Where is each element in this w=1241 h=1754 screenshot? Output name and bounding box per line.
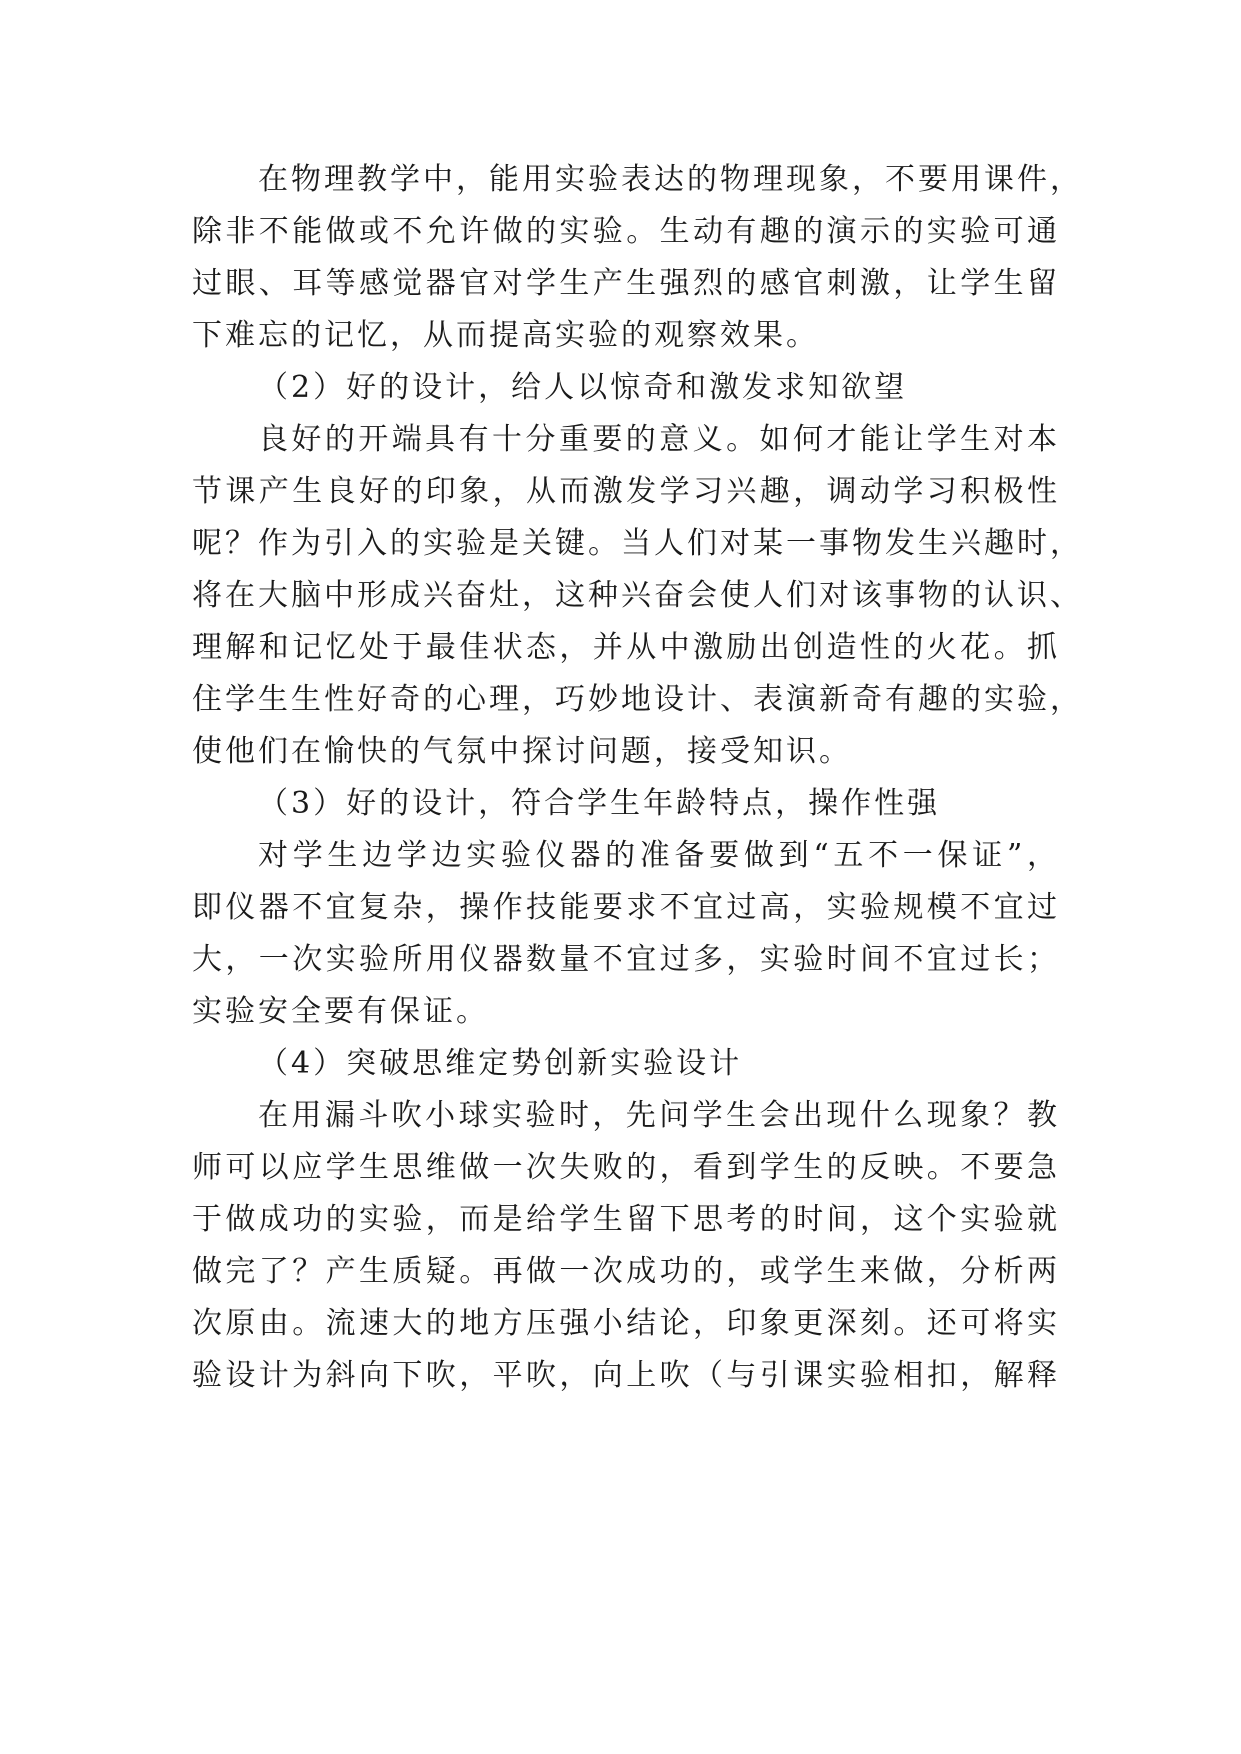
text-line: 除非不能做或不允许做的实验。生动有趣的演示的实验可通: [192, 214, 1060, 249]
text-line: 做完了？产生质疑。再做一次成功的，或学生来做，分析两: [192, 1254, 1060, 1289]
text-line: 验设计为斜向下吹，平吹，向上吹（与引课实验相扣，解释: [192, 1358, 1060, 1393]
text-line: 过眼、耳等感觉器官对学生产生强烈的感官刺激，让学生留: [192, 266, 1060, 301]
text-line: 对学生边学边实验仪器的准备要做到“五不一保证”，: [258, 838, 1060, 873]
section-heading-2: （2）好的设计，给人以惊奇和激发求知欲望: [258, 370, 908, 405]
text-line: 实验安全要有保证。: [192, 994, 489, 1029]
text-line: 师可以应学生思维做一次失败的，看到学生的反映。不要急: [192, 1150, 1060, 1185]
paragraph-2: [192, 414, 1083, 778]
section-heading-3: （3）好的设计，符合学生年龄特点，操作性强: [258, 786, 941, 821]
paragraph-4: [192, 1090, 1060, 1402]
text-line: 即仪器不宜复杂，操作技能要求不宜过高，实验规模不宜过: [192, 890, 1060, 925]
text-line: 理解和记忆处于最佳状态，并从中激励出创造性的火花。抓: [192, 630, 1060, 665]
document-body: [192, 154, 1083, 1402]
text-line: 呢？作为引入的实验是关键。当人们对某一事物发生兴趣时，: [192, 526, 1083, 561]
text-line: 下难忘的记忆，从而提高实验的观察效果。: [192, 318, 819, 353]
text-line: 住学生生性好奇的心理，巧妙地设计、表演新奇有趣的实验，: [192, 682, 1083, 717]
paragraph-1: [192, 154, 1083, 362]
text-line: 良好的开端具有十分重要的意义。如何才能让学生对本: [258, 422, 1060, 457]
text-line: 于做成功的实验，而是给学生留下思考的时间，这个实验就: [192, 1202, 1060, 1237]
section-heading-4: （4）突破思维定势创新实验设计: [258, 1046, 743, 1081]
text-line: 使他们在愉快的气氛中探讨问题，接受知识。: [192, 734, 852, 769]
paragraph-3: [192, 830, 1060, 1038]
text-line: 节课产生良好的印象，从而激发学习兴趣，调动学习积极性: [192, 474, 1060, 509]
text-line: 在用漏斗吹小球实验时，先问学生会出现什么现象？教: [258, 1098, 1060, 1133]
text-line: 次原由。流速大的地方压强小结论，印象更深刻。还可将实: [192, 1306, 1060, 1341]
text-line: 将在大脑中形成兴奋灶，这种兴奋会使人们对该事物的认识、: [192, 578, 1083, 613]
text-line: 大，一次实验所用仪器数量不宜过多，实验时间不宜过长；: [192, 942, 1060, 977]
text-line: 在物理教学中，能用实验表达的物理现象，不要用课件，: [258, 162, 1083, 197]
